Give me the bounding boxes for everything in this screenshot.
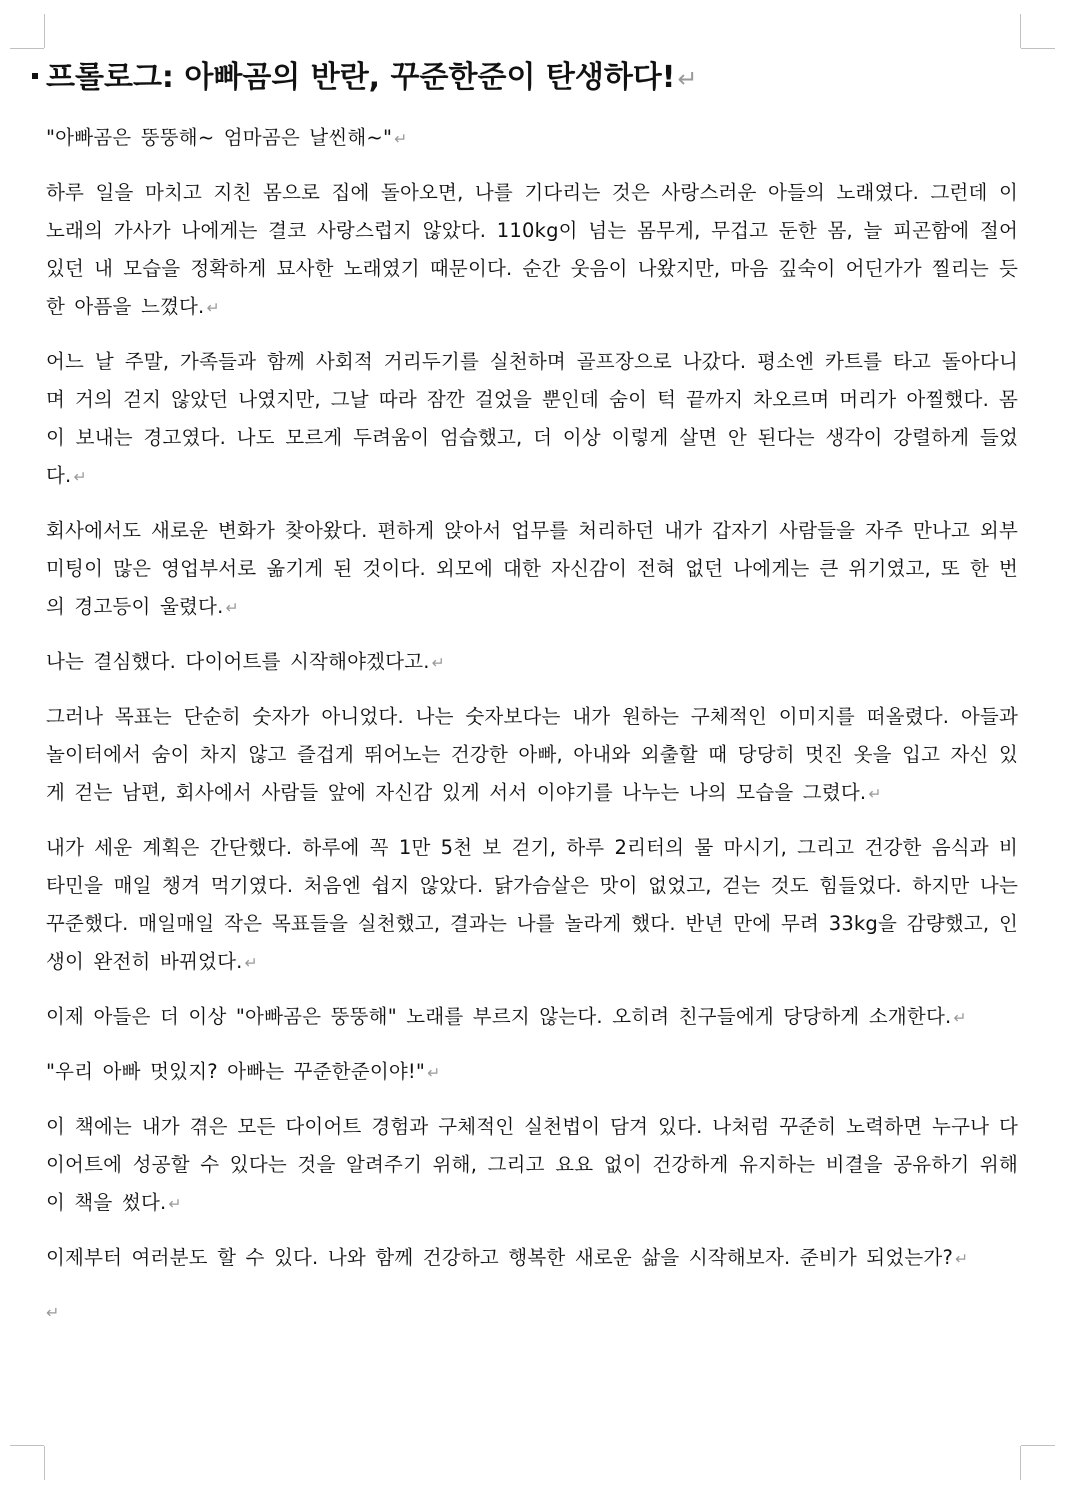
paragraph-text: 하루 일을 마치고 지친 몸으로 집에 돌아오면, 나를 기다리는 것은 사랑스러운 아들의 노래였다. 그런데 이 노래의 가사가 나에게는 결코 사랑스럽지 않았다. 110kg이 넘는 몸무게, 무겁고 둔한 몸, 늘 피곤함에 절어있던 내 모습을 정확하게 묘사한 노래였기 때문이다. 순간 웃음이 나왔지만, 마음 깊숙이 어딘가가 찔리는 듯한 아픔을 느꼈다. bbox=[46, 181, 1018, 318]
paragraph-3[interactable] bbox=[46, 343, 1018, 496]
paragraph-mark-icon: ↵ bbox=[427, 1064, 441, 1082]
paragraph-text: "우리 아빠 멋있지? 아빠는 꾸준한준이야!" bbox=[46, 1060, 426, 1083]
paragraph-2[interactable] bbox=[46, 174, 1018, 327]
heading-text: 프롤로그: 아빠곰의 반란, 꾸준한준이 탄생하다! bbox=[46, 60, 676, 95]
crop-mark-bottom-right-h bbox=[1021, 1445, 1055, 1446]
paragraph-5[interactable] bbox=[46, 643, 1018, 682]
document-heading[interactable] bbox=[46, 54, 1018, 103]
paragraph-8[interactable] bbox=[46, 998, 1018, 1037]
paragraph-7[interactable] bbox=[46, 829, 1018, 982]
paragraph-1[interactable] bbox=[46, 119, 1018, 158]
paragraph-mark-icon: ↵ bbox=[46, 1303, 60, 1322]
paragraph-text: 그러나 목표는 단순히 숫자가 아니었다. 나는 숫자보다는 내가 원하는 구체적인 이미지를 떠올렸다. 아들과 놀이터에서 숨이 차지 않고 즐겁게 뛰어노는 건강한 아빠, 아내와 외출할 때 당당히 멋진 옷을 입고 자신 있게 걷는 남편, 회사에서 사람들 앞에 자신감 있게 서서 이야기를 나누는 나의 모습을 그렸다. bbox=[46, 705, 1018, 804]
paragraph-mark-icon: ↵ bbox=[677, 65, 698, 93]
paragraph-mark-icon: ↵ bbox=[431, 654, 445, 672]
crop-mark-bottom-right-v bbox=[1020, 1446, 1021, 1480]
crop-mark-top-left-h bbox=[10, 48, 44, 49]
paragraph-mark-icon: ↵ bbox=[953, 1009, 967, 1027]
paragraph-10[interactable] bbox=[46, 1108, 1018, 1223]
paragraph-mark-icon: ↵ bbox=[168, 1195, 182, 1213]
paragraph-11[interactable] bbox=[46, 1239, 1018, 1278]
crop-mark-bottom-left-h bbox=[10, 1445, 44, 1446]
paragraph-text: 내가 세운 계획은 간단했다. 하루에 꼭 1만 5천 보 걷기, 하루 2리터의 물 마시기, 그리고 건강한 음식과 비타민을 매일 챙겨 먹기였다. 처음엔 쉽지 않았다. 닭가슴살은 맛이 없었고, 걷는 것도 힘들었다. 하지만 나는 꾸준했다. 매일매일 작은 목표들을 실천했고, 결과는 나를 놀라게 했다. 반년 만에 무려 33kg을 감량했고, 인생이 완전히 바뀌었다. bbox=[46, 836, 1018, 973]
paragraph-mark-icon: ↵ bbox=[244, 954, 258, 972]
paragraph-text: 이제부터 여러분도 할 수 있다. 나와 함께 건강하고 행복한 새로운 삶을 시작해보자. 준비가 되었는가? bbox=[46, 1246, 954, 1269]
paragraph-text: 어느 날 주말, 가족들과 함께 사회적 거리두기를 실천하며 골프장으로 나갔다. 평소엔 카트를 타고 돌아다니며 거의 걷지 않았던 나였지만, 그날 따라 잠깐 걸었을 뿐인데 숨이 턱 끝까지 차오르며 머리가 아찔했다. 몸이 보내는 경고였다. 나도 모르게 두려움이 엄습했고, 더 이상 이렇게 살면 안 된다는 생각이 강렬하게 들었다. bbox=[46, 350, 1018, 487]
paragraph-mark-icon: ↵ bbox=[955, 1250, 969, 1268]
paragraph-6[interactable] bbox=[46, 698, 1018, 813]
crop-mark-top-right-v bbox=[1020, 14, 1021, 48]
paragraph-text: 이제 아들은 더 이상 "아빠곰은 뚱뚱해" 노래를 부르지 않는다. 오히려 친구들에게 당당하게 소개한다. bbox=[46, 1005, 952, 1028]
crop-mark-top-left-v bbox=[44, 14, 45, 48]
paragraph-4[interactable] bbox=[46, 512, 1018, 627]
paragraph-mark-icon: ↵ bbox=[394, 130, 408, 148]
empty-paragraph[interactable] bbox=[46, 1294, 1018, 1332]
paragraph-mark-icon: ↵ bbox=[206, 299, 220, 317]
paragraph-text: 이 책에는 내가 겪은 모든 다이어트 경험과 구체적인 실천법이 담겨 있다. 나처럼 꾸준히 노력하면 누구나 다이어트에 성공할 수 있다는 것을 알려주기 위해, 그리고 요요 없이 건강하게 유지하는 비결을 공유하기 위해 이 책을 썼다. bbox=[46, 1115, 1018, 1214]
paragraph-9[interactable] bbox=[46, 1053, 1018, 1092]
paragraph-text: "아빠곰은 뚱뚱해~ 엄마곰은 날씬해~" bbox=[46, 126, 393, 149]
paragraph-mark-icon: ↵ bbox=[73, 468, 87, 486]
crop-mark-top-right-h bbox=[1021, 48, 1055, 49]
document-page bbox=[46, 54, 1018, 1332]
crop-mark-bottom-left-v bbox=[44, 1446, 45, 1480]
paragraph-mark-icon: ↵ bbox=[868, 785, 882, 803]
paragraph-text: 나는 결심했다. 다이어트를 시작해야겠다고. bbox=[46, 650, 430, 673]
paragraph-text: 회사에서도 새로운 변화가 찾아왔다. 편하게 앉아서 업무를 처리하던 내가 갑자기 사람들을 자주 만나고 외부 미팅이 많은 영업부서로 옮기게 된 것이다. 외모에 대한 자신감이 전혀 없던 나에게는 큰 위기였고, 또 한 번의 경고등이 울렸다. bbox=[46, 519, 1018, 618]
heading-bullet-marker bbox=[32, 73, 38, 79]
paragraph-mark-icon: ↵ bbox=[225, 599, 239, 617]
